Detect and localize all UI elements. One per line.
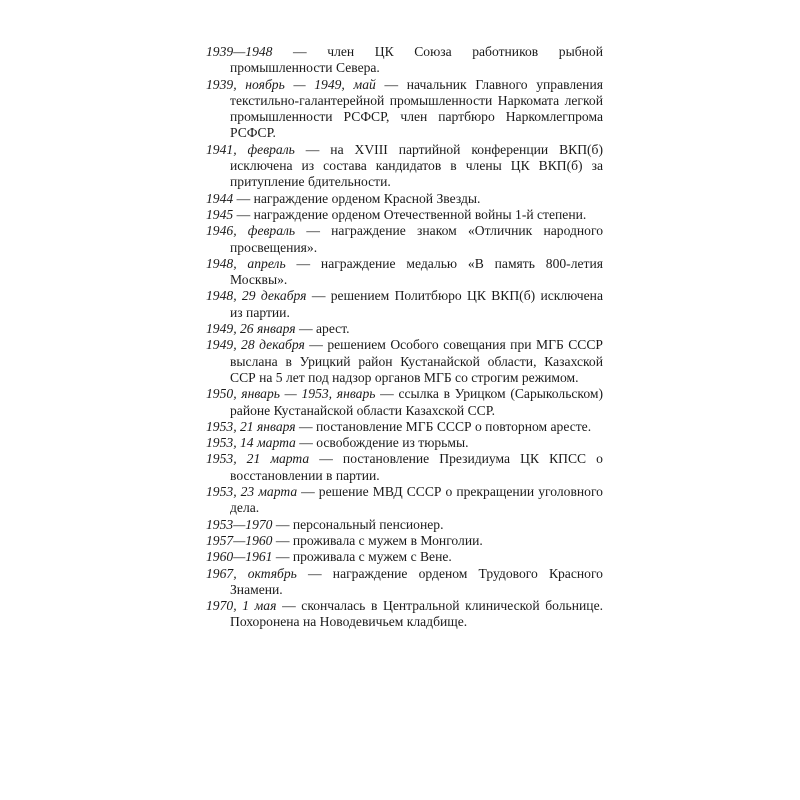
chronology-entry — [206, 321, 603, 337]
chronology-entry — [206, 435, 603, 451]
entry-text: — постановление Президиума ЦК КПСС о восстановлении в партии. — [230, 451, 603, 483]
entry-text: — решением Политбюро ЦК ВКП(б) исключена из партии. — [230, 288, 603, 320]
entry-date: 1944 — [206, 190, 234, 206]
entry-date: 1948, 29 декабря — [206, 288, 307, 304]
entry-text: — на XVIII партийной конференции ВКП(б) исключена из состава кандидатов в члены ЦК ВКП(б) за притупление бдительности. — [230, 141, 604, 190]
entry-date: 1950, январь — 1953, январь — [206, 386, 376, 402]
entry-date: 1941, февраль — [206, 141, 295, 157]
chronology-entry — [206, 598, 603, 631]
entry-text: — освобождение из тюрьмы. — [295, 435, 469, 451]
chronology-entry — [206, 207, 603, 223]
entry-text: — проживала с мужем с Вене. — [272, 549, 452, 565]
entry-text: — арест. — [295, 321, 350, 337]
chronology-entry — [206, 44, 603, 77]
chronology-entry — [206, 223, 603, 256]
chronology-entry — [206, 337, 603, 386]
entry-text: — награждение орденом Отечественной войны 1-й степени. — [233, 206, 587, 222]
entry-text: — награждение знаком «Отличник народного просвещения». — [230, 223, 603, 255]
entry-text: — награждение орденом Трудового Красного Знамени. — [230, 565, 603, 597]
entry-text: — проживала с мужем в Монголии. — [272, 532, 483, 548]
entry-text: — решением Особого совещания при МГБ СССР выслана в Урицкий район Кустанайской области, Казахской ССР на 5 лет под надзор органов МГБ со строгим режимом. — [230, 337, 603, 385]
entry-date: 1953—1970 — [206, 516, 273, 532]
chronology-entry — [206, 484, 603, 517]
chronology-entry — [206, 288, 603, 321]
entry-text: — решение МВД СССР о прекращении уголовного дела. — [230, 484, 603, 516]
entry-date: 1957—1960 — [206, 532, 273, 548]
chronology-entry — [206, 77, 603, 142]
entry-date: 1939, ноябрь — 1949, май — [206, 76, 376, 92]
entry-date: 1949, 28 декабря — [206, 337, 305, 353]
chronology-entry — [206, 549, 603, 565]
entry-text: — персональный пенсионер. — [272, 516, 444, 532]
entry-text: — награждение орденом Красной Звезды. — [233, 190, 481, 206]
entry-date: 1953, 21 января — [206, 418, 296, 434]
chronology-entry — [206, 566, 603, 599]
chronology-text — [206, 44, 603, 631]
chronology-entry — [206, 533, 603, 549]
chronology-entry — [206, 419, 603, 435]
entry-date: 1953, 23 марта — [206, 484, 298, 500]
chronology-entry — [206, 191, 603, 207]
entry-date: 1939—1948 — [206, 44, 273, 59]
entry-date: 1949, 26 января — [206, 321, 296, 337]
entry-date: 1960—1961 — [206, 549, 273, 565]
entry-text: — ссылка в Урицком (Сарыкольском) районе Кустанайской области Казахской ССР. — [230, 386, 604, 418]
chronology-entry — [206, 142, 603, 191]
entry-text: — скончалась в Центральной клинической больнице. Похоронена на Новодевичьем кладбище. — [230, 598, 603, 630]
entry-date: 1945 — [206, 206, 234, 222]
entry-date: 1953, 14 марта — [206, 435, 296, 451]
chronology-entry — [206, 517, 603, 533]
chronology-entry — [206, 451, 603, 484]
entry-text: — член ЦК Союза работников рыбной промышленности Севера. — [230, 44, 603, 76]
entry-text: — начальник Главного управления текстильно-галантерейной промышленности Наркомата легкой промышленности РСФСР, член партбюро Наркомлегпрома РСФСР. — [230, 76, 603, 141]
chronology-entry — [206, 386, 603, 419]
chronology-entry — [206, 256, 603, 289]
entry-date: 1970, 1 мая — [206, 598, 277, 614]
entry-date: 1948, апрель — [206, 255, 286, 271]
entry-date: 1953, 21 марта — [206, 451, 310, 467]
entry-text: — постановление МГБ СССР о повторном аресте. — [295, 418, 592, 434]
entry-date: 1967, октябрь — [206, 565, 297, 581]
entry-date: 1946, февраль — [206, 223, 296, 239]
entry-text: — награждение медалью «В память 800-летия Москвы». — [230, 255, 603, 288]
